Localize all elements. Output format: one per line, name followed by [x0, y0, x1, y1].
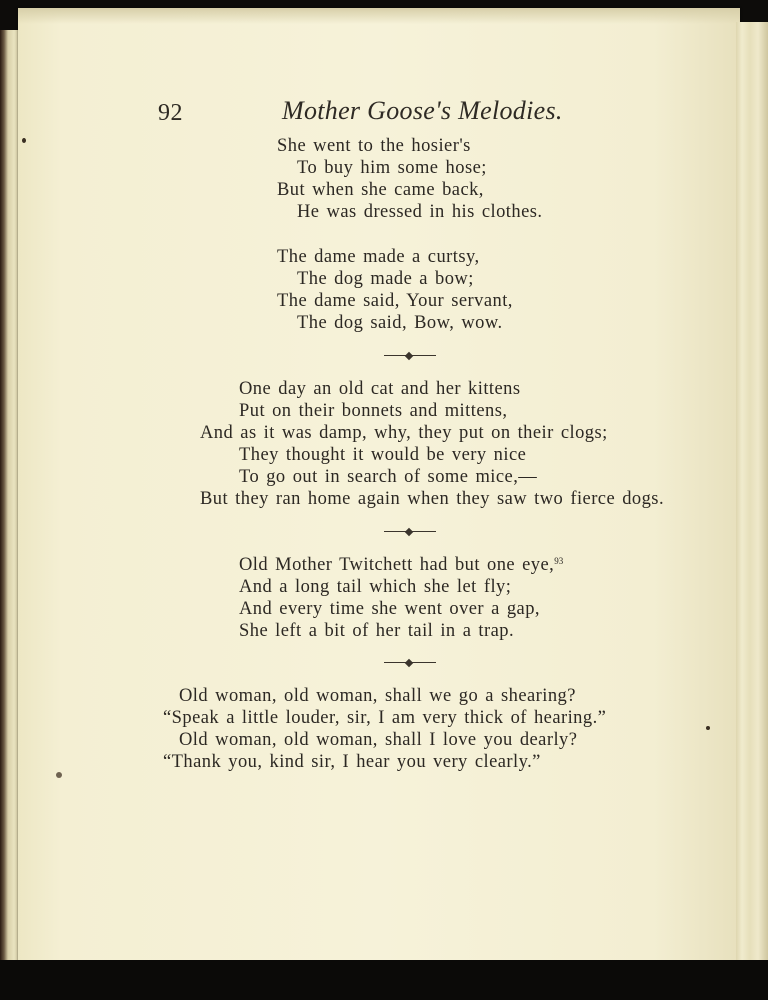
poem-line: She went to the hosier's: [277, 136, 471, 156]
poem-line: But they ran home again when they saw two fierce dogs.: [200, 489, 665, 509]
poem-line: He was dressed in his clothes.: [297, 202, 543, 222]
footnote-marker: 93: [554, 556, 564, 566]
poem-line: Old woman, old woman, shall we go a shearing?: [179, 686, 576, 706]
page-top-shadow: [18, 8, 740, 24]
poem-line: To buy him some hose;: [297, 158, 487, 178]
background-shadow: [0, 960, 768, 1000]
right-page-edges: [736, 22, 768, 964]
poem-line: To go out in search of some mice,—: [239, 467, 538, 487]
poem-line-text: Old Mother Twitchett had but one eye,: [239, 555, 555, 575]
poem-line: And as it was damp, why, they put on their clogs;: [200, 423, 608, 443]
section-divider: [384, 660, 436, 666]
poem-line: The dame said, Your servant,: [277, 291, 513, 311]
poem-line: One day an old cat and her kittens: [239, 379, 521, 399]
section-divider: [384, 529, 436, 535]
page-number: 92: [158, 100, 183, 126]
poem-line: Old woman, old woman, shall I love you dearly?: [179, 730, 578, 750]
poem-line: But when she came back,: [277, 180, 484, 200]
poem-line: “Thank you, kind sir, I hear you very clearly.”: [163, 752, 541, 772]
paper-blemish: [56, 772, 62, 778]
poem-line: And every time she went over a gap,: [239, 599, 540, 619]
poem-line: [239, 555, 563, 576]
running-title: Mother Goose's Melodies.: [282, 96, 563, 125]
paper-blemish: [706, 726, 710, 730]
poem-line: “Speak a little louder, sir, I am very thick of hearing.”: [163, 708, 607, 728]
poem-line: They thought it would be very nice: [239, 445, 527, 465]
poem-line: The dame made a curtsy,: [277, 247, 480, 267]
paper-blemish: [22, 138, 26, 143]
poem-line: The dog made a bow;: [297, 269, 474, 289]
poem-line: The dog said, Bow, wow.: [297, 313, 503, 333]
poem-line: Put on their bonnets and mittens,: [239, 401, 508, 421]
poem-line: And a long tail which she let fly;: [239, 577, 512, 597]
poem-line: She left a bit of her tail in a trap.: [239, 621, 515, 641]
section-divider: [384, 353, 436, 359]
